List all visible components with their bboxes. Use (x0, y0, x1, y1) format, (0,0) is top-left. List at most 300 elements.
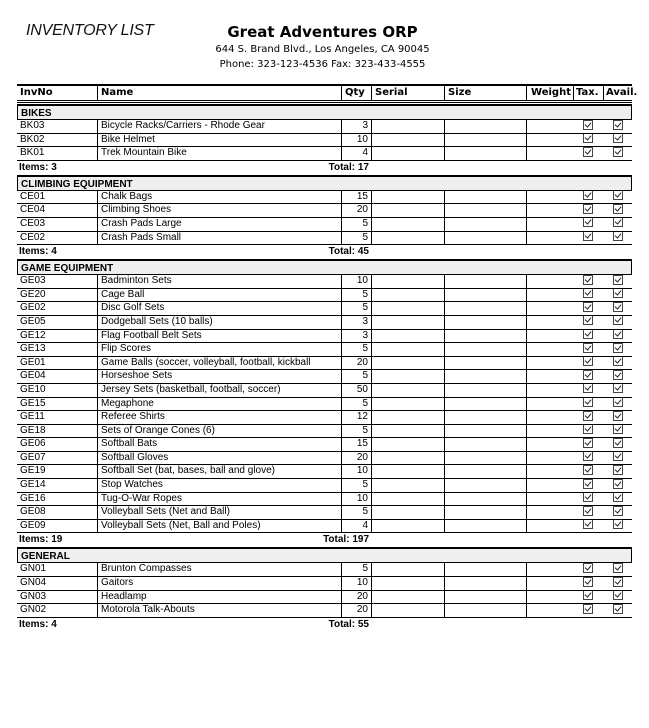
items-count: Items: 19 (19, 534, 63, 546)
cell-avail (603, 302, 632, 315)
checkbox-checked-icon (613, 577, 623, 587)
cell-name: Flip Scores (97, 343, 341, 356)
table-row (17, 479, 632, 493)
cell-name: Crash Pads Large (97, 218, 341, 231)
cell-avail (603, 330, 632, 343)
cell-qty: 5 (341, 218, 371, 231)
cell-invno: GE06 (20, 438, 46, 450)
checkbox-checked-icon (583, 493, 593, 503)
qty-total: Total: 45 (328, 246, 369, 258)
category-group (17, 547, 632, 630)
cell-name: Volleyball Sets (Net and Ball) (97, 506, 341, 519)
cell-tax (573, 384, 603, 397)
cell-serial (371, 506, 444, 519)
table-row (17, 591, 632, 605)
checkbox-checked-icon (583, 398, 593, 408)
table-row (17, 218, 632, 232)
cell-avail (603, 218, 632, 231)
checkbox-checked-icon (583, 232, 593, 242)
cell-size (444, 120, 526, 133)
checkbox-checked-icon (583, 438, 593, 448)
cell-avail (603, 191, 632, 204)
cell-weight (526, 147, 573, 160)
cell-weight (526, 563, 573, 576)
cell-invno: GE11 (20, 411, 45, 423)
cell-avail (603, 604, 632, 617)
table-row (17, 493, 632, 507)
cell-tax (573, 452, 603, 465)
checkbox-checked-icon (613, 120, 623, 130)
cell-invno: GE13 (20, 343, 46, 355)
cell-qty: 20 (341, 357, 371, 370)
cell-size (444, 147, 526, 160)
cell-name: Gaitors (97, 577, 341, 590)
cell-avail (603, 506, 632, 519)
checkbox-checked-icon (583, 411, 593, 421)
company-header (0, 23, 649, 71)
checkbox-checked-icon (613, 147, 623, 157)
cell-name: Disc Golf Sets (97, 302, 341, 315)
checkbox-checked-icon (583, 465, 593, 475)
cell-weight (526, 493, 573, 506)
table-row (17, 357, 632, 371)
checkbox-checked-icon (613, 218, 623, 228)
cell-tax (573, 191, 603, 204)
col-header-weight: Weight (526, 86, 573, 100)
cell-qty: 5 (341, 479, 371, 492)
cell-tax (573, 506, 603, 519)
checkbox-checked-icon (583, 577, 593, 587)
cell-serial (371, 275, 444, 288)
cell-invno: GN02 (20, 604, 47, 616)
cell-size (444, 204, 526, 217)
table-row (17, 452, 632, 466)
cell-name: Softball Set (bat, bases, ball and glove) (97, 465, 341, 478)
cell-name: Softball Bats (97, 438, 341, 451)
cell-tax (573, 425, 603, 438)
cell-qty: 12 (341, 411, 371, 424)
col-header-qty: Qty (341, 86, 371, 100)
cell-serial (371, 604, 444, 617)
cell-avail (603, 520, 632, 533)
company-contact: Phone: 323-123-4536 Fax: 323-433-4555 (219, 59, 426, 70)
cell-qty: 5 (341, 506, 371, 519)
cell-serial (371, 120, 444, 133)
cell-invno: CE01 (20, 190, 46, 202)
cell-serial (371, 384, 444, 397)
cell-serial (371, 465, 444, 478)
table-row (17, 134, 632, 148)
cell-tax (573, 563, 603, 576)
cell-avail (603, 232, 632, 245)
cell-weight (526, 452, 573, 465)
cell-qty: 10 (341, 275, 371, 288)
qty-total: Total: 197 (323, 534, 369, 546)
checkbox-checked-icon (583, 563, 593, 573)
table-row (17, 604, 632, 618)
cell-size (444, 604, 526, 617)
table-row (17, 120, 632, 134)
checkbox-checked-icon (613, 343, 623, 353)
cell-weight (526, 218, 573, 231)
cell-qty: 15 (341, 438, 371, 451)
cell-avail (603, 316, 632, 329)
checkbox-checked-icon (613, 232, 623, 242)
cell-invno: GE12 (20, 329, 46, 341)
cell-weight (526, 275, 573, 288)
cell-avail (603, 425, 632, 438)
cell-size (444, 316, 526, 329)
qty-total: Total: 17 (328, 161, 369, 173)
cell-size (444, 232, 526, 245)
cell-serial (371, 343, 444, 356)
cell-tax (573, 591, 603, 604)
cell-serial (371, 147, 444, 160)
cell-tax (573, 577, 603, 590)
checkbox-checked-icon (613, 465, 623, 475)
cell-weight (526, 479, 573, 492)
cell-invno: GE10 (20, 383, 46, 395)
cell-name: Motorola Talk-Abouts (97, 604, 341, 617)
cell-qty: 20 (341, 604, 371, 617)
cell-serial (371, 289, 444, 302)
table-row (17, 316, 632, 330)
cell-size (444, 134, 526, 147)
cell-serial (371, 398, 444, 411)
cell-size (444, 343, 526, 356)
col-header-size: Size (444, 86, 526, 100)
checkbox-checked-icon (583, 604, 593, 614)
cell-tax (573, 330, 603, 343)
cell-weight (526, 438, 573, 451)
cell-serial (371, 452, 444, 465)
cell-invno: GE16 (20, 492, 46, 504)
cell-weight (526, 232, 573, 245)
table-row (17, 232, 632, 246)
checkbox-checked-icon (583, 289, 593, 299)
cell-weight (526, 591, 573, 604)
table-body (17, 104, 632, 631)
cell-invno: CE03 (20, 217, 46, 229)
checkbox-checked-icon (613, 411, 623, 421)
cell-qty: 5 (341, 232, 371, 245)
cell-name: Trek Mountain Bike (97, 147, 341, 160)
cell-size (444, 591, 526, 604)
cell-avail (603, 134, 632, 147)
cell-serial (371, 438, 444, 451)
cell-tax (573, 232, 603, 245)
checkbox-checked-icon (613, 604, 623, 614)
cell-tax (573, 134, 603, 147)
cell-invno: GE19 (20, 465, 46, 477)
cell-tax (573, 218, 603, 231)
cell-name: Cage Ball (97, 289, 341, 302)
cell-invno: GE02 (20, 302, 46, 314)
cell-tax (573, 275, 603, 288)
cell-invno: GE07 (20, 451, 46, 463)
cell-qty: 10 (341, 134, 371, 147)
cell-weight (526, 411, 573, 424)
cell-size (444, 506, 526, 519)
cell-size (444, 411, 526, 424)
cell-name: Bicycle Racks/Carriers - Rhode Gear (97, 120, 341, 133)
cell-size (444, 577, 526, 590)
cell-qty: 5 (341, 398, 371, 411)
cell-name: Referee Shirts (97, 411, 341, 424)
cell-weight (526, 302, 573, 315)
cell-name: Flag Football Belt Sets (97, 330, 341, 343)
cell-avail (603, 204, 632, 217)
cell-invno: GN04 (20, 577, 47, 589)
cell-qty: 3 (341, 316, 371, 329)
cell-invno: CE02 (20, 231, 46, 243)
cell-size (444, 493, 526, 506)
cell-qty: 10 (341, 577, 371, 590)
cell-weight (526, 134, 573, 147)
cell-avail (603, 275, 632, 288)
cell-size (444, 479, 526, 492)
cell-size (444, 330, 526, 343)
checkbox-checked-icon (613, 275, 623, 285)
cell-size (444, 275, 526, 288)
category-footer (17, 161, 632, 174)
cell-invno: GE15 (20, 397, 46, 409)
cell-weight (526, 370, 573, 383)
cell-size (444, 398, 526, 411)
cell-serial (371, 357, 444, 370)
checkbox-checked-icon (583, 275, 593, 285)
cell-invno: GE20 (20, 288, 46, 300)
checkbox-checked-icon (583, 506, 593, 516)
table-row (17, 506, 632, 520)
cell-tax (573, 204, 603, 217)
cell-qty: 3 (341, 330, 371, 343)
cell-serial (371, 204, 444, 217)
cell-size (444, 465, 526, 478)
cell-qty: 5 (341, 343, 371, 356)
table-row (17, 520, 632, 534)
checkbox-checked-icon (583, 370, 593, 380)
qty-total: Total: 55 (328, 618, 369, 630)
cell-size (444, 357, 526, 370)
checkbox-checked-icon (613, 370, 623, 380)
cell-serial (371, 218, 444, 231)
cell-avail (603, 289, 632, 302)
cell-invno: GE04 (20, 370, 46, 382)
cell-weight (526, 398, 573, 411)
checkbox-checked-icon (613, 425, 623, 435)
cell-invno: GE18 (20, 424, 46, 436)
cell-tax (573, 120, 603, 133)
table-header (17, 84, 638, 103)
cell-invno: BK02 (20, 133, 45, 145)
category-header: BIKES (17, 104, 632, 120)
cell-tax (573, 370, 603, 383)
table-row (17, 398, 632, 412)
checkbox-checked-icon (583, 147, 593, 157)
checkbox-checked-icon (583, 218, 593, 228)
table-row (17, 563, 632, 577)
cell-weight (526, 289, 573, 302)
cell-avail (603, 563, 632, 576)
table-row (17, 425, 632, 439)
cell-name: Tug-O-War Ropes (97, 493, 341, 506)
cell-weight (526, 316, 573, 329)
cell-invno: GE08 (20, 506, 46, 518)
category-footer (17, 533, 632, 546)
category-header: GENERAL (17, 547, 632, 563)
cell-name: Crash Pads Small (97, 232, 341, 245)
cell-weight (526, 120, 573, 133)
cell-qty: 20 (341, 204, 371, 217)
cell-avail (603, 370, 632, 383)
checkbox-checked-icon (583, 591, 593, 601)
cell-invno: GE09 (20, 519, 46, 531)
checkbox-checked-icon (583, 120, 593, 130)
cell-avail (603, 120, 632, 133)
checkbox-checked-icon (613, 191, 623, 201)
cell-weight (526, 191, 573, 204)
checkbox-checked-icon (613, 438, 623, 448)
cell-avail (603, 465, 632, 478)
cell-weight (526, 330, 573, 343)
items-count: Items: 3 (19, 161, 57, 173)
col-header-name: Name (97, 86, 341, 100)
cell-avail (603, 479, 632, 492)
cell-avail (603, 591, 632, 604)
cell-size (444, 370, 526, 383)
cell-serial (371, 493, 444, 506)
checkbox-checked-icon (613, 591, 623, 601)
checkbox-checked-icon (613, 452, 623, 462)
cell-name: Bike Helmet (97, 134, 341, 147)
cell-tax (573, 147, 603, 160)
table-row (17, 204, 632, 218)
cell-qty: 5 (341, 370, 371, 383)
cell-weight (526, 425, 573, 438)
cell-serial (371, 302, 444, 315)
cell-serial (371, 520, 444, 533)
checkbox-checked-icon (583, 520, 593, 530)
cell-size (444, 289, 526, 302)
checkbox-checked-icon (583, 357, 593, 367)
cell-name: Megaphone (97, 398, 341, 411)
cell-avail (603, 577, 632, 590)
checkbox-checked-icon (613, 493, 623, 503)
category-header: CLIMBING EQUIPMENT (17, 175, 632, 191)
checkbox-checked-icon (613, 302, 623, 312)
checkbox-checked-icon (583, 384, 593, 394)
category-group (17, 259, 632, 546)
cell-size (444, 452, 526, 465)
cell-size (444, 520, 526, 533)
cell-tax (573, 493, 603, 506)
cell-weight (526, 465, 573, 478)
cell-invno: GE05 (20, 315, 46, 327)
cell-weight (526, 604, 573, 617)
cell-name: Headlamp (97, 591, 341, 604)
cell-tax (573, 465, 603, 478)
company-address: 644 S. Brand Blvd., Los Angeles, CA 90045 (215, 44, 430, 55)
cell-invno: GE03 (20, 275, 46, 287)
checkbox-checked-icon (583, 316, 593, 326)
checkbox-checked-icon (613, 520, 623, 530)
cell-serial (371, 425, 444, 438)
cell-tax (573, 604, 603, 617)
checkbox-checked-icon (583, 479, 593, 489)
cell-serial (371, 191, 444, 204)
cell-name: Softball Gloves (97, 452, 341, 465)
cell-name: Climbing Shoes (97, 204, 341, 217)
cell-tax (573, 520, 603, 533)
cell-serial (371, 330, 444, 343)
cell-name: Horseshoe Sets (97, 370, 341, 383)
inventory-table (17, 84, 638, 631)
cell-serial (371, 232, 444, 245)
cell-name: Badminton Sets (97, 275, 341, 288)
cell-avail (603, 343, 632, 356)
table-row (17, 384, 632, 398)
checkbox-checked-icon (613, 506, 623, 516)
table-row (17, 191, 632, 205)
cell-size (444, 191, 526, 204)
cell-qty: 5 (341, 302, 371, 315)
cell-name: Chalk Bags (97, 191, 341, 204)
cell-qty: 4 (341, 520, 371, 533)
cell-name: Jersey Sets (basketball, football, soccer) (97, 384, 341, 397)
table-row (17, 370, 632, 384)
cell-weight (526, 343, 573, 356)
cell-qty: 5 (341, 425, 371, 438)
col-header-tax: Tax. (573, 86, 603, 100)
cell-name: Sets of Orange Cones (6) (97, 425, 341, 438)
cell-tax (573, 357, 603, 370)
table-row (17, 302, 632, 316)
cell-qty: 5 (341, 289, 371, 302)
cell-weight (526, 506, 573, 519)
checkbox-checked-icon (583, 204, 593, 214)
cell-invno: BK01 (20, 147, 45, 159)
cell-name: Stop Watches (97, 479, 341, 492)
cell-avail (603, 493, 632, 506)
cell-qty: 10 (341, 493, 371, 506)
cell-size (444, 425, 526, 438)
cell-name: Volleyball Sets (Net, Ball and Poles) (97, 520, 341, 533)
cell-tax (573, 479, 603, 492)
checkbox-checked-icon (613, 357, 623, 367)
cell-invno: GE14 (20, 479, 46, 491)
table-row (17, 438, 632, 452)
cell-tax (573, 398, 603, 411)
cell-avail (603, 452, 632, 465)
checkbox-checked-icon (583, 330, 593, 340)
items-count: Items: 4 (19, 246, 57, 258)
checkbox-checked-icon (613, 563, 623, 573)
checkbox-checked-icon (613, 384, 623, 394)
checkbox-checked-icon (583, 452, 593, 462)
cell-invno: GE01 (20, 356, 46, 368)
cell-weight (526, 384, 573, 397)
checkbox-checked-icon (613, 204, 623, 214)
checkbox-checked-icon (613, 479, 623, 489)
table-row (17, 289, 632, 303)
checkbox-checked-icon (613, 289, 623, 299)
report-title: INVENTORY LIST (26, 22, 154, 39)
checkbox-checked-icon (613, 330, 623, 340)
cell-qty: 20 (341, 452, 371, 465)
category-header: GAME EQUIPMENT (17, 259, 632, 275)
table-row (17, 465, 632, 479)
